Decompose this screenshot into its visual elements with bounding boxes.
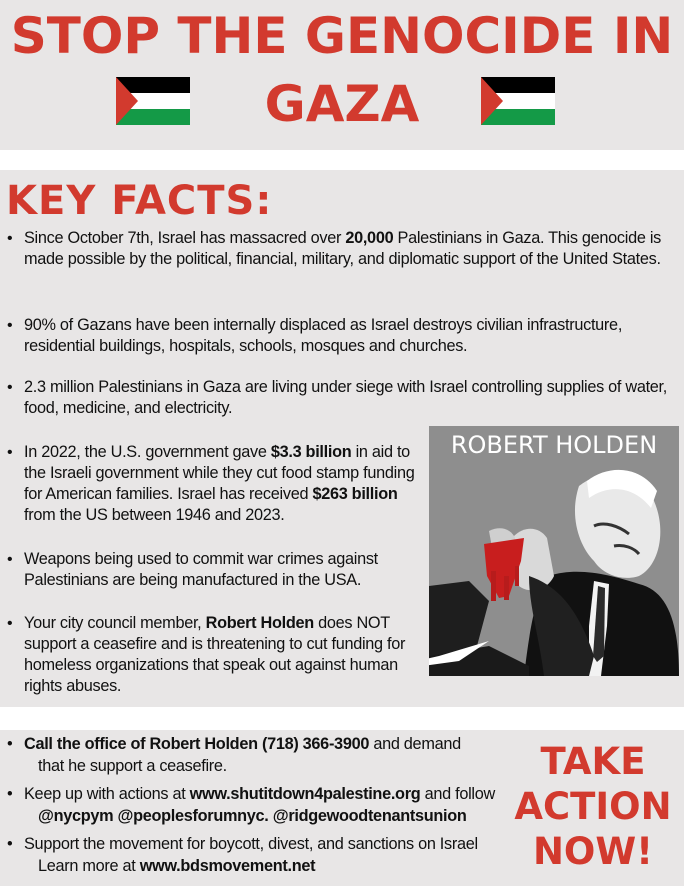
action-item: • Support the movement for boycott, divest, and sanctions on Israel Learn more at www.bdsmovement.net: [24, 833, 520, 877]
holden-portrait-illustration: [429, 426, 679, 676]
take-action-line-1: TAKE: [540, 740, 646, 783]
headline-line-2: GAZA: [264, 75, 420, 133]
palestine-flag-icon: [116, 77, 190, 125]
action-item: • Keep up with actions at www.shutitdown4palestine.org and follow @nycpym @peoplesforumnyc. @ridgewoodtenantsunion: [24, 783, 520, 827]
palestine-flag-icon: [481, 77, 555, 125]
take-action-line-3: NOW!: [532, 830, 654, 873]
key-facts-title: KEY FACTS:: [6, 178, 273, 224]
take-action-line-2: ACTION: [514, 785, 672, 828]
fact-item: • In 2022, the U.S. government gave $3.3 billion in aid to the Israeli government while they cut food stamp funding for American families. Israel has received $263 billion from the US between 1946 and 2023.: [24, 442, 416, 526]
fact-item: • 90% of Gazans have been internally displaced as Israel destroys civilian infrastructure, residential buildings, hospitals, schools, mosques and churches.: [24, 315, 680, 357]
robert-holden-photo: [429, 426, 679, 676]
headline-line-1: STOP THE GENOCIDE IN: [10, 7, 674, 65]
photo-label: ROBERT HOLDEN: [450, 431, 658, 459]
fact-item: • Your city council member, Robert Holden does NOT support a ceasefire and is threatening to cut funding for homeless organizations that speak out against human rights abuses.: [24, 613, 424, 697]
fact-item: • Weapons being used to commit war crimes against Palestinians are being manufactured in the USA.: [24, 549, 416, 591]
action-item: • Call the office of Robert Holden (718) 366-3900 and demand that he support a ceasefire.: [24, 733, 504, 777]
fact-item: • Since October 7th, Israel has massacred over 20,000 Palestinians in Gaza. This genocide is made possible by the political, financial, military, and diplomatic support of the United States.: [24, 228, 674, 270]
fact-item: • 2.3 million Palestinians in Gaza are living under siege with Israel controlling supplies of water, food, medicine, and electricity.: [24, 377, 680, 419]
